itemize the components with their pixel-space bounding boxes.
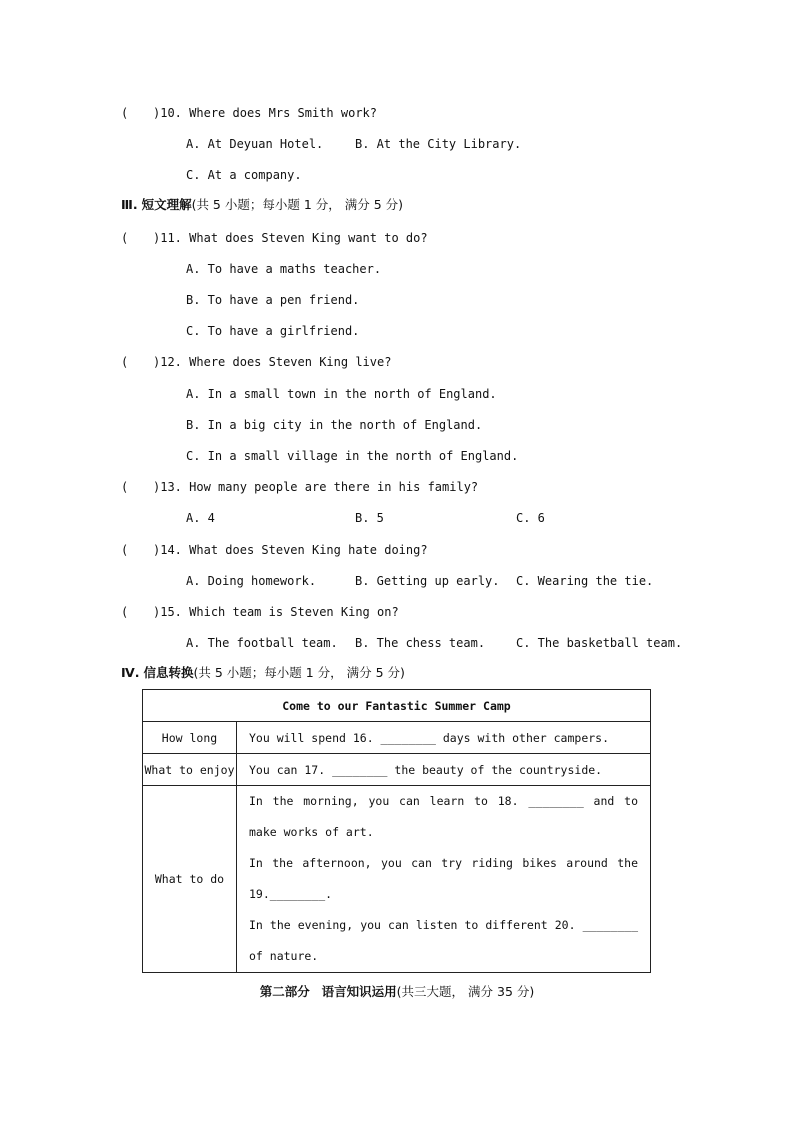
row-label: What to enjoy	[143, 754, 237, 786]
option-b: B. At the City Library.	[355, 137, 522, 151]
row-label: What to do	[143, 786, 237, 973]
answer-bracket[interactable]: (	[121, 480, 129, 494]
option-a: A. To have a maths teacher.	[186, 262, 382, 276]
option-c: C. To have a girlfriend.	[186, 324, 360, 338]
option-c: C. In a small village in the north of England.	[186, 449, 519, 463]
answer-bracket[interactable]: (	[121, 605, 129, 619]
option-b: B. Getting up early.	[355, 574, 500, 588]
option-a: A. In a small town in the north of England.	[186, 387, 497, 401]
table-row	[143, 722, 651, 754]
question-11: ( )11. What does Steven King want to do?	[121, 231, 428, 245]
option-c: C. At a company.	[186, 168, 302, 182]
option-a: A. 4	[186, 511, 215, 525]
option-c: C. Wearing the tie.	[516, 574, 654, 588]
row-content[interactable]: You will spend 16. ________ days with other campers.	[237, 722, 651, 754]
question-12: ( )12. Where does Steven King live?	[121, 355, 392, 369]
table-row	[143, 754, 651, 786]
row-content[interactable]	[237, 786, 651, 973]
table-row	[143, 786, 651, 973]
option-b: B. To have a pen friend.	[186, 293, 360, 307]
answer-bracket[interactable]: (	[121, 231, 129, 245]
summer-camp-table	[142, 689, 651, 973]
answer-bracket[interactable]: (	[121, 106, 129, 120]
part-2-heading: 第二部分 语言知识运用(共三大题， 满分 35 分)	[259, 984, 535, 999]
row-label: How long	[143, 722, 237, 754]
option-c: C. 6	[516, 511, 545, 525]
option-b: B. In a big city in the north of England.	[186, 418, 483, 432]
section-3-heading: Ⅲ. 短文理解(共 5 小题；每小题 1 分， 满分 5 分)	[121, 197, 404, 212]
paragraph-evening: In the evening, you can listen to different 20. ________ of nature.	[249, 918, 638, 963]
table-header: Come to our Fantastic Summer Camp	[143, 690, 651, 722]
option-a: A. At Deyuan Hotel.	[186, 137, 324, 151]
question-number: 10.	[160, 106, 182, 120]
question-13: ( )13. How many people are there in his family?	[121, 480, 479, 494]
option-c: C. The basketball team.	[516, 636, 683, 650]
answer-bracket[interactable]: (	[121, 543, 129, 557]
option-b: B. 5	[355, 511, 384, 525]
question-14: ( )14. What does Steven King hate doing?	[121, 543, 428, 557]
question-text: Where does Mrs Smith work?	[189, 106, 377, 120]
paragraph-afternoon: In the afternoon, you can try riding bikes around the 19.________.	[249, 856, 638, 901]
option-a: A. Doing homework.	[186, 574, 317, 588]
row-content[interactable]: You can 17. ________ the beauty of the countryside.	[237, 754, 651, 786]
question-10: ( )10. Where does Mrs Smith work?	[121, 106, 377, 120]
section-4-heading: Ⅳ. 信息转换(共 5 小题；每小题 1 分， 满分 5 分)	[121, 665, 405, 680]
question-15: ( )15. Which team is Steven King on?	[121, 605, 399, 619]
paragraph-morning: In the morning, you can learn to 18. ________ and to make works of art.	[249, 794, 638, 839]
option-a: A. The football team.	[186, 636, 338, 650]
option-b: B. The chess team.	[355, 636, 486, 650]
answer-bracket[interactable]: (	[121, 355, 129, 369]
